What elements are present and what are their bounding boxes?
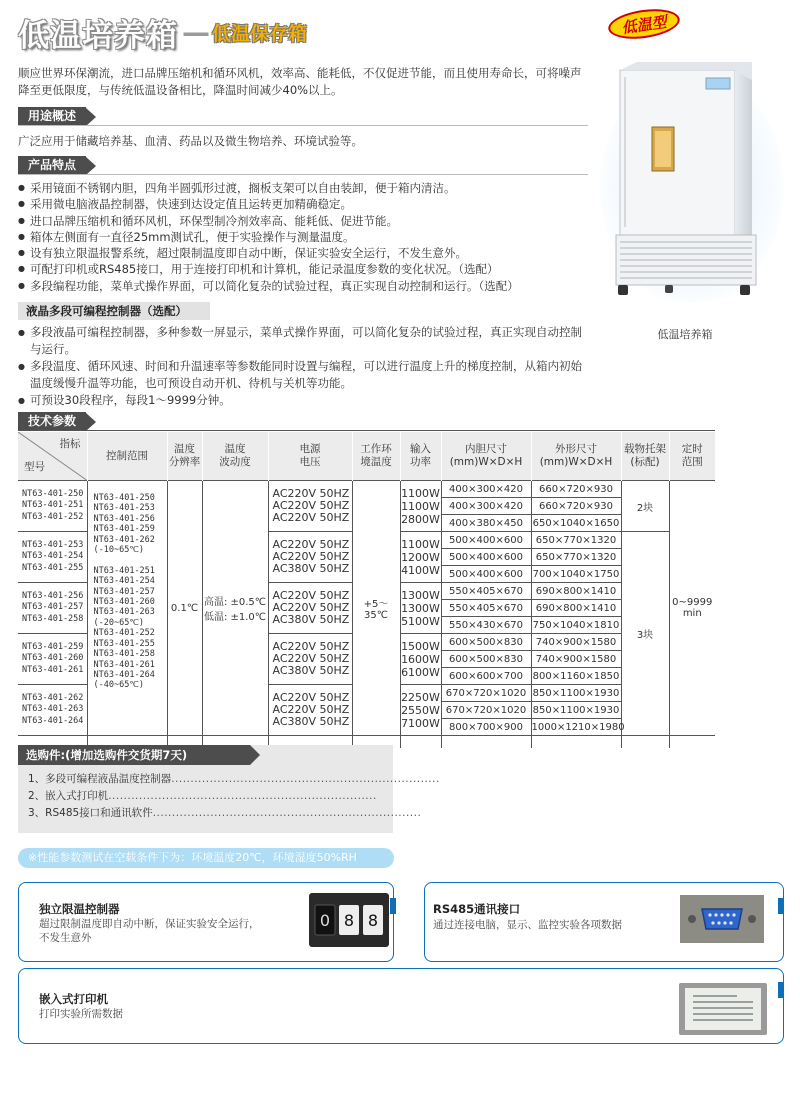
options-heading: 选购件:(增加选购件交货期7天) bbox=[18, 745, 250, 765]
col-timer: 定时 范围 bbox=[669, 432, 715, 481]
product-caption: 低温培养箱 bbox=[657, 328, 713, 341]
list-item: ● 多段温度、循环风速、时间和升温速率等参数能同时设置与编程，可以进行温度上升的梯度控制，从箱内初始温度缓慢升温等功能，也可预设自动开机、待机与关机等功能。 bbox=[18, 358, 588, 392]
outer-size-cell: 650×770×1320 bbox=[531, 532, 621, 549]
card-printer bbox=[18, 968, 784, 1044]
power-cell: 1500W 1600W 6100W bbox=[400, 634, 441, 685]
power-cell: 1100W 1200W 4100W bbox=[400, 532, 441, 583]
usage-heading-label: 用途概述 bbox=[18, 107, 86, 126]
card-limit-controller bbox=[18, 882, 394, 962]
col-inner-size: 内胆尺寸 (mm)W×D×H bbox=[441, 432, 531, 481]
outer-size-cell: 650×1040×1650 bbox=[531, 515, 621, 532]
card-title: 嵌入式打印机 bbox=[39, 992, 108, 1006]
features-divider bbox=[18, 174, 588, 175]
inner-size-cell: 670×720×1020 bbox=[441, 685, 531, 702]
inner-size-cell: 600×500×830 bbox=[441, 651, 531, 668]
low-temp-badge bbox=[606, 5, 681, 43]
badge-label: 低温型 bbox=[620, 12, 668, 37]
options-list bbox=[28, 771, 440, 822]
outer-size-cell: 850×1100×1930 bbox=[531, 702, 621, 719]
spec-divider bbox=[18, 430, 715, 431]
col-shelves: 载物托架 (标配) bbox=[621, 432, 669, 481]
power-cell: 1100W 1100W 2800W bbox=[400, 481, 441, 532]
outer-size-cell: 850×1100×1930 bbox=[531, 685, 621, 702]
inner-size-cell: 500×400×600 bbox=[441, 549, 531, 566]
list-item: ● 进口品牌压缩机和循环风机，环保型制冷剂效率高、能耗低、促进节能。 bbox=[18, 213, 588, 229]
outer-size-cell: 740×900×1580 bbox=[531, 651, 621, 668]
title-main: 低温培养箱 bbox=[18, 17, 178, 54]
control-range-cell: NT63-401-250 NT63-401-253 NT63-401-256 NT63-401-259 NT63-401-262 (-10~65℃) NT63-401-251 NT63-401-254 NT63-401-257 NT63-401-260 NT63-401-263 (-20~65℃) NT63-401-252 NT63-401-255 NT63-401-258 NT63-401-261 NT63-401-264 (-40~65℃) bbox=[87, 481, 167, 736]
col-resolution: 温度 分辨率 bbox=[167, 432, 202, 481]
inner-size-cell: 800×700×900 bbox=[441, 719, 531, 736]
inner-size-cell: 500×400×600 bbox=[441, 532, 531, 549]
model-cell: NT63-401-250 NT63-401-251 NT63-401-252 bbox=[18, 481, 87, 532]
outer-size-cell: 660×720×930 bbox=[531, 498, 621, 515]
resolution-cell: 0.1℃ bbox=[167, 481, 202, 736]
card-desc: 通过连接电脑，显示、监控实验各项数据 bbox=[433, 919, 622, 931]
outer-size-cell: 1000×1210×1980 bbox=[531, 719, 621, 736]
timer-cell: 0~9999 min bbox=[669, 481, 715, 736]
voltage-cell: AC220V 50HZ AC220V 50HZ AC380V 50HZ bbox=[268, 685, 352, 736]
inner-size-cell: 400×380×450 bbox=[441, 515, 531, 532]
voltage-cell: AC220V 50HZ AC220V 50HZ AC220V 50HZ bbox=[268, 481, 352, 532]
list-item: ● 多段液晶可编程控制器，多种参数一屏显示，菜单式操作界面，可以简化复杂的试验过程，真正实现自动控制与运行。 bbox=[18, 324, 588, 358]
outer-size-cell: 690×800×1410 bbox=[531, 583, 621, 600]
outer-size-cell: 650×770×1320 bbox=[531, 549, 621, 566]
col-power: 输入 功率 bbox=[400, 432, 441, 481]
list-item: ● 设有独立限温报警系统，超过限制温度即自动中断，保证实验安全运行，不发生意外。 bbox=[18, 245, 588, 261]
lcd-heading: 液晶多段可编程控制器（选配） bbox=[18, 302, 210, 320]
card-tab bbox=[390, 898, 396, 914]
card-desc: 超过限制温度即自动中断，保证实验安全运行， 不发生意外 bbox=[39, 918, 260, 944]
dial-digit-2: 8 bbox=[367, 911, 379, 930]
features-heading-label: 产品特点 bbox=[18, 156, 86, 175]
model-label: 型号 bbox=[24, 461, 45, 473]
limit-dial-icon bbox=[309, 893, 389, 947]
spec-table bbox=[18, 432, 715, 748]
intro-text: 顺应世界环保潮流，进口品牌压缩机和循环风机，效率高、能耗低，不仅促进节能，而且使用寿命长，可将噪声降至更低限度，与传统低温设备相比，降温时间减少40%以上。 bbox=[18, 66, 582, 97]
list-item: ● 箱体左侧面有一直径25mm测试孔，便于实验操作与测量温度。 bbox=[18, 229, 588, 245]
usage-divider bbox=[18, 125, 588, 126]
card-title: 独立限温控制器 bbox=[39, 902, 120, 916]
list-item: ● 采用镜面不锈钢内胆，四角半圆弧形过渡，搁板支架可以自由装卸，便于箱内清洁。 bbox=[18, 180, 588, 196]
list-item: ● 采用微电脑液晶控制器，快速到达设定值且运转更加精确稳定。 bbox=[18, 196, 588, 212]
inner-size-cell: 400×300×420 bbox=[441, 498, 531, 515]
card-title: RS485通讯接口 bbox=[433, 902, 521, 916]
printer-icon bbox=[679, 983, 767, 1035]
title-dash: — bbox=[182, 15, 210, 49]
spec-heading bbox=[18, 412, 96, 431]
fluctuation-cell: 高温: ±0.5℃ 低温: ±1.0℃ bbox=[202, 481, 268, 736]
list-item: 2、嵌入式打印机...................................................................... bbox=[28, 790, 377, 802]
card-tab bbox=[778, 982, 784, 998]
inner-size-cell: 500×400×600 bbox=[441, 566, 531, 583]
list-item: ● 可预设30段程序，每段1～9999分钟。 bbox=[18, 392, 588, 409]
ambient-cell: +5～35℃ bbox=[352, 481, 400, 736]
features-list bbox=[18, 180, 588, 294]
list-item: 1、多段可编程液晶温度控制器...................................................................... bbox=[28, 773, 440, 785]
list-item: ● 多段编程功能，菜单式操作界面，可以简化复杂的试验过程，真正实现自动控制和运行。（选配） bbox=[18, 278, 588, 294]
card-desc: 打印实验所需数据 bbox=[39, 1008, 123, 1020]
corner-header bbox=[18, 432, 87, 481]
inner-size-cell: 550×405×670 bbox=[441, 600, 531, 617]
outer-size-cell: 800×1160×1850 bbox=[531, 668, 621, 685]
page-title bbox=[18, 12, 307, 52]
dial-digit-1: 8 bbox=[343, 911, 355, 930]
model-cell: NT63-401-256 NT63-401-257 NT63-401-258 bbox=[18, 583, 87, 634]
power-cell: 2250W 2550W 7100W bbox=[400, 685, 441, 736]
inner-size-cell: 600×600×700 bbox=[441, 668, 531, 685]
test-condition-note: ※性能参数测试在空载条件下为：环境温度20℃，环境湿度50%RH bbox=[18, 848, 394, 868]
col-outer-size: 外形尺寸 (mm)W×D×H bbox=[531, 432, 621, 481]
incubator-photo bbox=[600, 62, 785, 302]
indicator-label: 指标 bbox=[59, 438, 81, 450]
outer-size-cell: 660×720×930 bbox=[531, 481, 621, 498]
dial-digit-0: 0 bbox=[319, 911, 331, 930]
voltage-cell: AC220V 50HZ AC220V 50HZ AC380V 50HZ bbox=[268, 583, 352, 634]
inner-size-cell: 550×405×670 bbox=[441, 583, 531, 600]
list-item: 3、RS485接口和通讯软件...................................................................... bbox=[28, 807, 422, 819]
inner-size-cell: 400×300×420 bbox=[441, 481, 531, 498]
inner-size-cell: 600×500×830 bbox=[441, 634, 531, 651]
card-tab bbox=[778, 898, 784, 914]
model-cell: NT63-401-262 NT63-401-263 NT63-401-264 bbox=[18, 685, 87, 736]
model-cell: NT63-401-259 NT63-401-260 NT63-401-261 bbox=[18, 634, 87, 685]
title-sub: 低温保存箱 bbox=[212, 22, 308, 45]
list-item: ● 可配打印机或RS485接口，用于连接打印机和计算机，能记录温度参数的变化状况。（选配） bbox=[18, 261, 588, 277]
outer-size-cell: 700×1040×1750 bbox=[531, 566, 621, 583]
col-control-range: 控制范围 bbox=[87, 432, 167, 481]
col-voltage: 电源 电压 bbox=[268, 432, 352, 481]
outer-size-cell: 750×1040×1810 bbox=[531, 617, 621, 634]
col-fluctuation: 温度 波动度 bbox=[202, 432, 268, 481]
voltage-cell: AC220V 50HZ AC220V 50HZ AC380V 50HZ bbox=[268, 634, 352, 685]
lcd-list bbox=[18, 324, 588, 409]
card-rs485 bbox=[424, 882, 784, 962]
voltage-cell: AC220V 50HZ AC220V 50HZ AC380V 50HZ bbox=[268, 532, 352, 583]
inner-size-cell: 670×720×1020 bbox=[441, 702, 531, 719]
outer-size-cell: 740×900×1580 bbox=[531, 634, 621, 651]
features-heading bbox=[18, 156, 96, 175]
usage-heading bbox=[18, 107, 96, 126]
spec-heading-label: 技术参数 bbox=[18, 412, 86, 431]
rs485-port-icon bbox=[680, 895, 764, 943]
col-ambient: 工作环 境温度 bbox=[352, 432, 400, 481]
usage-text: 广泛应用于储藏培养基、血清、药品以及微生物培养、环境试验等。 bbox=[18, 134, 363, 148]
shelves-cell: 2块 bbox=[621, 481, 669, 532]
shelves-cell: 3块 bbox=[621, 532, 669, 736]
power-cell: 1300W 1300W 5100W bbox=[400, 583, 441, 634]
table-row bbox=[18, 481, 715, 498]
outer-size-cell: 690×800×1410 bbox=[531, 600, 621, 617]
inner-size-cell: 550×430×670 bbox=[441, 617, 531, 634]
model-cell: NT63-401-253 NT63-401-254 NT63-401-255 bbox=[18, 532, 87, 583]
